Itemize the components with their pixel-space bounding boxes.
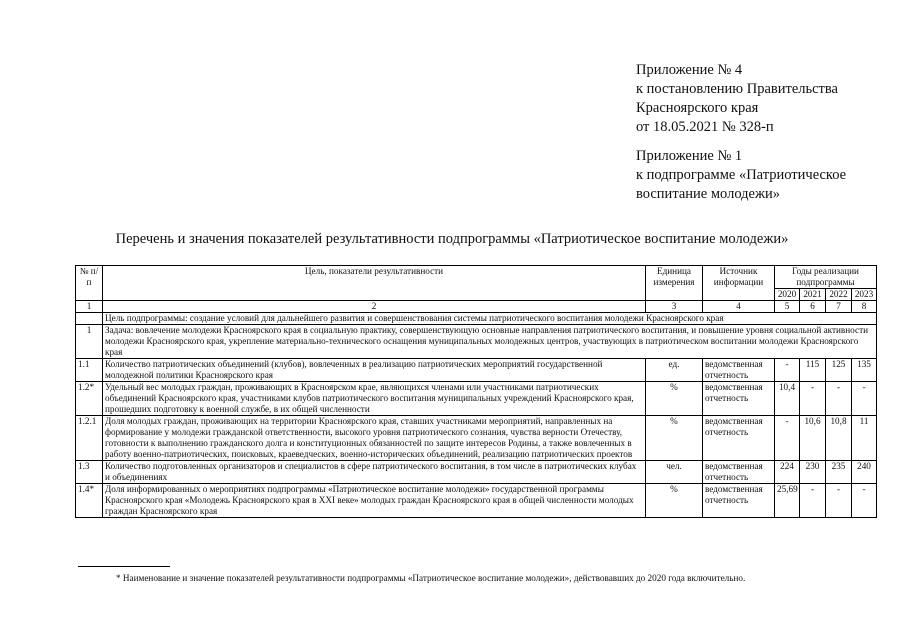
table-row	[76, 484, 877, 518]
attachment-main-line: от 18.05.2021 № 328-п	[636, 119, 774, 135]
row-num: 1.2*	[76, 382, 103, 416]
row-num: 1.4*	[76, 484, 103, 518]
document-title: Перечень и значения показателей результативности подпрограммы «Патриотическое воспитание молодежи»	[115, 231, 789, 247]
row-unit: %	[646, 416, 703, 461]
attachment-sub-line: воспитание молодежи»	[636, 186, 780, 202]
header-year: 2022	[826, 289, 852, 301]
row-value-2020: 10,4	[775, 382, 800, 416]
attachment-sub-header	[636, 147, 846, 204]
column-number: 4	[703, 301, 775, 313]
row-num: 1.2.1	[76, 416, 103, 461]
row-value-2023: 240	[852, 461, 877, 484]
row-value-2023: 135	[852, 359, 877, 382]
table-row	[76, 416, 877, 461]
attachment-main-line: Красноярского края	[636, 100, 759, 116]
column-number: 8	[852, 301, 877, 313]
footnote-divider	[78, 566, 170, 567]
column-number: 7	[826, 301, 852, 313]
column-number: 6	[800, 301, 826, 313]
table-row	[76, 461, 877, 484]
goal-text: Цель подпрограммы: создание условий для дальнейшего развития и совершенствования системы патриотического воспитания молодежи Красноярского края	[103, 313, 877, 325]
header-num: № п/п	[76, 266, 103, 301]
row-value-2023: -	[852, 484, 877, 518]
column-number: 2	[103, 301, 646, 313]
row-value-2021: -	[800, 484, 826, 518]
row-value-2021: 10,6	[800, 416, 826, 461]
attachment-sub-line: Приложение № 1	[636, 148, 743, 164]
attachment-main-line: Приложение № 4	[636, 62, 743, 78]
row-value-2020: -	[775, 416, 800, 461]
row-value-2021: 115	[800, 359, 826, 382]
row-num: 1.3	[76, 461, 103, 484]
column-number: 3	[646, 301, 703, 313]
row-value-2022: 125	[826, 359, 852, 382]
task-text: Задача: вовлечение молодежи Красноярского края в социальную практику, совершенствующую основные направления патриотического воспитания, и повышение уровня социальной активности молодежи Красноярского края, укрепление материально-технического оснащения муниципальных молодежных центров, участвующих в патриотическом воспитании молодежи Красноярского края	[103, 325, 877, 359]
row-unit: %	[646, 484, 703, 518]
row-value-2020: -	[775, 359, 800, 382]
row-text: Доля информированных о мероприятиях подпрограммы «Патриотическое воспитание молодежи» государственной программы Красноярского края «Молодежь Красноярского края в XXI веке» молодых граждан Красноярского края в общей численности молодых граждан Красноярского края	[103, 484, 646, 518]
row-text: Количество патриотических объединений (клубов), вовлеченных в реализацию патриотических мероприятий государственной молодежной политики Красноярского края	[103, 359, 646, 382]
table-header-row	[76, 266, 877, 289]
header-year: 2020	[775, 289, 800, 301]
row-value-2020: 224	[775, 461, 800, 484]
column-number: 5	[775, 301, 800, 313]
attachment-main-header	[636, 61, 838, 137]
row-value-2021: 230	[800, 461, 826, 484]
attachment-sub-line: к подпрограмме «Патриотическое	[636, 167, 847, 183]
goal-row	[76, 313, 877, 325]
row-value-2022: -	[826, 484, 852, 518]
row-source: ведомственная отчетность	[703, 484, 775, 518]
row-text: Удельный вес молодых граждан, проживающих в Красноярском крае, являющихся членами или участниками патриотических объединений Красноярского края, участниками клубов патриотического воспитания муниципальных учреждений Красноярского края, прошедших подготовку к военной службе, в их общей численности	[103, 382, 646, 416]
row-num: 1.1	[76, 359, 103, 382]
header-year: 2023	[852, 289, 877, 301]
row-value-2022: -	[826, 382, 852, 416]
footnote: * Наименование и значение показателей результативности подпрограммы «Патриотическое воспитание молодежи», действовавших до 2020 года включительно.	[116, 573, 746, 583]
task-num: 1	[76, 325, 103, 359]
row-value-2023: 11	[852, 416, 877, 461]
table-row	[76, 359, 877, 382]
column-numbers-row	[76, 301, 877, 313]
row-source: ведомственная отчетность	[703, 359, 775, 382]
header-unit: Единица измерения	[646, 266, 703, 301]
row-value-2020: 25,69	[775, 484, 800, 518]
row-source: ведомственная отчетность	[703, 461, 775, 484]
header-goal: Цель, показатели результативности	[103, 266, 646, 301]
indicators-table	[75, 265, 877, 518]
row-source: ведомственная отчетность	[703, 416, 775, 461]
row-unit: %	[646, 382, 703, 416]
row-unit: чел.	[646, 461, 703, 484]
row-text: Количество подготовленных организаторов и специалистов в сфере патриотического воспитания, в том числе в патриотических клубах и объединениях	[103, 461, 646, 484]
attachment-main-line: к постановлению Правительства	[636, 81, 838, 97]
row-value-2021: -	[800, 382, 826, 416]
row-value-2022: 10,8	[826, 416, 852, 461]
header-year: 2021	[800, 289, 826, 301]
row-value-2022: 235	[826, 461, 852, 484]
row-value-2023: -	[852, 382, 877, 416]
task-row	[76, 325, 877, 359]
column-number: 1	[76, 301, 103, 313]
row-text: Доля молодых граждан, проживающих на территории Красноярского края, ставших участниками мероприятий, направленных на формирование у молодежи гражданской ответственности, высокого уровня патриотического сознания, чувства верности Отечеству, готовности к выполнению гражданского долга и конституционных обязанностей по защите интересов Родины, а также вовлеченных в работу военно-патриотических, поисковых, краеведческих, военно-исторических объединений, реализацию патриотических проектов	[103, 416, 646, 461]
row-unit: ед.	[646, 359, 703, 382]
row-source: ведомственная отчетность	[703, 382, 775, 416]
table-row	[76, 382, 877, 416]
header-source: Источник информации	[703, 266, 775, 301]
header-years-title: Годы реализации подпрограммы	[775, 266, 877, 289]
